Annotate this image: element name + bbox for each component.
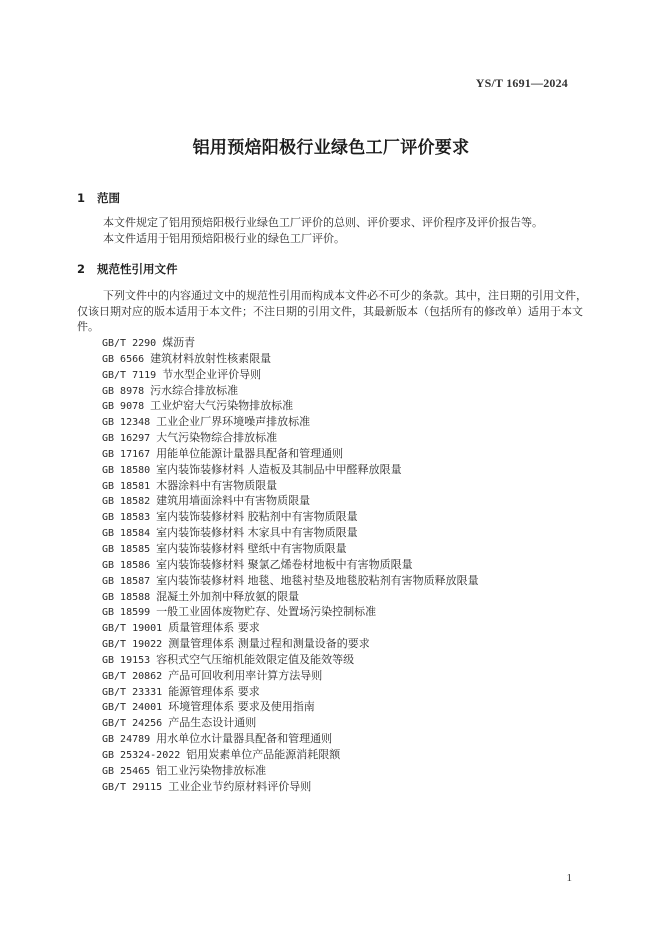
reference-title: 煤沥青 [162,336,196,349]
reference-title: 产品生态设计通则 [168,716,257,730]
reference-code: GB 25465 [102,765,151,777]
reference-item [102,446,479,462]
reference-item [102,684,479,700]
scope-paragraph: 本文件适用于铝用预焙阳极行业的绿色工厂评价。 [103,232,345,245]
reference-code: GB 18584 [102,528,151,540]
reference-code: GB/T 19022 [102,639,163,651]
page-number: 1 [566,872,572,884]
reference-title: 容积式空气压缩机能效限定值及能效等级 [156,652,355,666]
reference-code: GB 24789 [102,734,151,746]
reference-list [102,335,479,794]
reference-item [102,668,479,684]
reference-item [102,636,479,652]
reference-title: 混凝土外加剂中释放氨的限量 [156,589,300,603]
reference-code: GB 18586 [102,559,151,571]
reference-title: 木器涂料中有害物质限量 [156,478,278,492]
reference-title: 大气污染物综合排放标准 [156,431,278,445]
reference-code: GB 18581 [102,480,151,492]
document-code: YS/T 1691—2024 [475,76,568,90]
reference-code: GB/T 24256 [102,718,163,730]
reference-item [102,763,479,779]
reference-title: 一般工业固体废物贮存、处置场污染控制标准 [156,605,377,619]
reference-title: 质量管理体系 要求 [168,621,260,635]
reference-code: GB 6566 [102,353,145,365]
reference-title: 用水单位水计量器具配备和管理通则 [156,732,333,746]
reference-code: GB 16297 [102,433,151,445]
section-heading-scope [77,190,120,206]
reference-item [102,557,479,573]
reference-code: GB 25324-2022 [102,749,181,761]
reference-code: GB 19153 [102,654,151,666]
reference-code: GB/T 19001 [102,623,163,635]
reference-code: GB 9078 [102,401,145,413]
reference-title: 建筑材料放射性核素限量 [150,351,272,365]
reference-code: GB 18580 [102,464,151,476]
reference-title: 环境管理体系 要求及使用指南 [168,700,315,714]
reference-item [102,478,479,494]
reference-code: GB 8978 [102,385,145,397]
reference-code: GB/T 23331 [102,686,163,698]
reference-code: GB/T 29115 [102,781,163,793]
reference-title: 污水综合排放标准 [150,383,239,397]
reference-code: GB/T 2290 [102,338,157,349]
reference-item [102,398,479,414]
reference-item [102,541,479,557]
reference-title: 室内装饰装修材料 聚氯乙烯卷材地板中有害物质限量 [156,557,413,571]
reference-title: 工业企业厂界环境噪声排放标准 [156,415,311,429]
section-heading-normative-references [77,261,178,277]
reference-title: 产品可回收利用率计算方法导则 [168,668,323,682]
reference-item [102,367,479,383]
reference-item [102,335,479,351]
reference-title: 建筑用墙面涂料中有害物质限量 [156,494,311,508]
reference-code: GB/T 24001 [102,702,163,714]
scope-paragraph: 本文件规定了铝用预焙阳极行业绿色工厂评价的总则、评价要求、评价程序及评价报告等。 [103,216,543,229]
reference-code: GB 18588 [102,591,151,603]
reference-title: 能源管理体系 要求 [168,684,260,698]
reference-title: 室内装饰装修材料 胶粘剂中有害物质限量 [156,510,358,524]
reference-item [102,573,479,589]
reference-code: GB/T 20862 [102,670,163,682]
reference-item [102,589,479,605]
reference-code: GB/T 7119 [102,369,157,381]
reference-item [102,351,479,367]
reference-item [102,493,479,509]
reference-item [102,462,479,478]
reference-code: GB 17167 [102,448,151,460]
reference-code: GB 18599 [102,607,151,619]
reference-title: 室内装饰装修材料 人造板及其制品中甲醛释放限量 [156,462,402,476]
reference-item [102,383,479,399]
reference-item [102,430,479,446]
section-number: 1 [77,191,86,205]
reference-title: 工业炉窑大气污染物排放标准 [150,399,294,413]
reference-title: 室内装饰装修材料 地毯、地毯衬垫及地毯胶粘剂有害物质释放限量 [156,573,479,587]
reference-item [102,414,479,430]
section-number: 2 [77,262,86,276]
reference-item [102,747,479,763]
reference-item [102,715,479,731]
reference-title: 室内装饰装修材料 木家具中有害物质限量 [156,526,358,540]
reference-title: 铝工业污染物排放标准 [156,763,267,777]
reference-title: 节水型企业评价导则 [162,367,262,381]
reference-code: GB 18585 [102,543,151,555]
reference-item [102,731,479,747]
reference-item [102,779,479,795]
reference-item [102,604,479,620]
reference-code: GB 18587 [102,575,151,587]
reference-item [102,652,479,668]
reference-title: 工业企业节约原材料评价导则 [168,779,312,793]
document-title: 铝用预焙阳极行业绿色工厂评价要求 [192,138,470,158]
reference-title: 室内装饰装修材料 壁纸中有害物质限量 [156,541,347,555]
reference-item [102,620,479,636]
reference-code: GB 18582 [102,496,151,508]
reference-code: GB 12348 [102,417,151,429]
reference-item [102,525,479,541]
section-title: 范围 [97,191,120,205]
section-title: 规范性引用文件 [97,262,178,276]
reference-title: 用能单位能源计量器具配备和管理通则 [156,446,344,460]
references-intro-paragraph: 下列文件中的内容通过文中的规范性引用而构成本文件必不可少的条款。其中，注日期的引用文件，仅该日期对应的版本适用于本文件；不注日期的引用文件，其最新版本（包括所有的修改单）适用于本文件。 [77,289,587,333]
reference-title: 测量管理体系 测量过程和测量设备的要求 [168,637,370,651]
reference-item [102,699,479,715]
reference-title: 铝用炭素单位产品能源消耗限额 [186,747,341,761]
reference-item [102,509,479,525]
reference-code: GB 18583 [102,512,151,524]
